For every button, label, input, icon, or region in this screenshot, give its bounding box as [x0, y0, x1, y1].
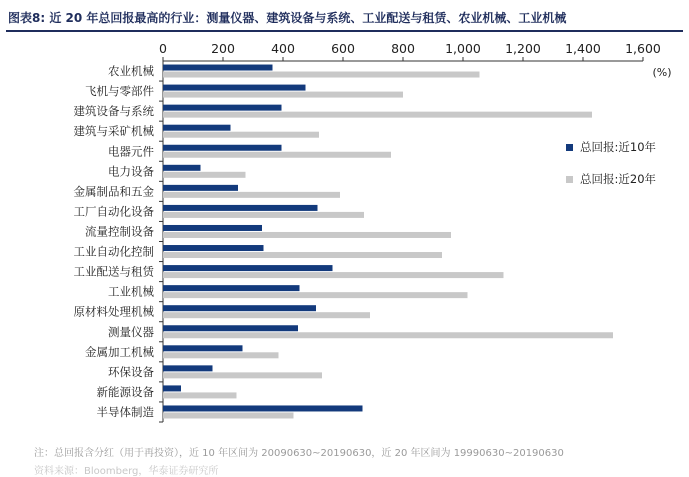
legend-label: 总回报:近10年 [580, 140, 657, 154]
source-note: 资料来源：Bloomberg，华泰证券研究所 [34, 466, 219, 477]
x-tick-label: 600 [331, 41, 355, 56]
bar-20yr [163, 392, 237, 398]
unit-label: (%) [652, 66, 672, 79]
legend-swatch [566, 176, 573, 183]
category-label: 建筑设备与系统 [73, 104, 154, 119]
x-tick-label: 1,200 [505, 41, 541, 56]
x-tick-label: 1,400 [565, 41, 601, 56]
bar-20yr [163, 132, 319, 138]
x-tick-label: 1,600 [625, 41, 661, 56]
bar-20yr [163, 312, 370, 318]
bar-20yr [163, 92, 403, 98]
bar-20yr [163, 332, 613, 338]
category-label: 新能源设备 [96, 384, 154, 399]
category-label: 电力设备 [108, 164, 154, 179]
bar-20yr [163, 72, 480, 78]
bar-20yr [163, 172, 246, 178]
x-tick-label: 0 [159, 41, 167, 56]
category-label: 建筑与采矿机械 [73, 124, 154, 139]
bar-20yr [163, 112, 592, 118]
category-label: 工业机械 [108, 284, 154, 299]
bar-10yr [163, 205, 318, 211]
category-label: 半导体制造 [96, 404, 154, 419]
bar-20yr [163, 272, 504, 278]
category-label: 工厂自动化设备 [73, 204, 154, 219]
bar-20yr [163, 292, 468, 298]
bar-10yr [163, 365, 213, 371]
bar-20yr [163, 232, 451, 238]
bar-10yr [163, 385, 181, 391]
category-label: 流量控制设备 [85, 224, 154, 239]
bar-10yr [163, 105, 282, 111]
category-label: 工业自动化控制 [73, 244, 154, 259]
category-label: 金属加工机械 [85, 344, 154, 359]
legend-label: 总回报:近20年 [580, 172, 657, 186]
category-label: 工业配送与租赁 [73, 264, 154, 279]
bar-20yr [163, 352, 279, 358]
bar-10yr [163, 325, 298, 331]
bar-10yr [163, 405, 363, 411]
bar-10yr [163, 305, 316, 311]
bar-10yr [163, 165, 201, 171]
category-label: 原材料处理机械 [73, 304, 154, 319]
bar-10yr [163, 85, 306, 91]
bar-20yr [163, 152, 391, 158]
bar-20yr [163, 192, 340, 198]
bar-10yr [163, 185, 238, 191]
legend-swatch [566, 144, 573, 151]
chart-note: 注：总回报含分红（用于再投资），近 10 年区间为 20090630~20190630，近 20 年区间为 19990630~20190630 [34, 448, 564, 459]
bar-10yr [163, 265, 333, 271]
bar-20yr [163, 252, 442, 258]
bar-20yr [163, 372, 322, 378]
bar-20yr [163, 212, 364, 218]
bar-10yr [163, 345, 243, 351]
bar-10yr [163, 225, 262, 231]
category-label: 农业机械 [108, 64, 154, 79]
category-label: 金属制品和五金 [73, 184, 154, 199]
chart-title: 图表8: 近 20 年总回报最高的行业：测量仪器、建筑设备与系统、工业配送与租赁、农业机械、工业机械 [8, 11, 567, 25]
bar-10yr [163, 145, 282, 151]
x-tick-label: 800 [391, 41, 415, 56]
bar-10yr [163, 245, 264, 251]
bar-10yr [163, 285, 300, 291]
category-label: 测量仪器 [108, 324, 154, 339]
bar-10yr [163, 125, 231, 131]
category-label: 电器元件 [108, 144, 154, 159]
bar-20yr [163, 412, 294, 418]
category-label: 飞机与零部件 [85, 84, 154, 99]
x-tick-label: 200 [211, 41, 235, 56]
bar-10yr [163, 65, 273, 71]
x-tick-label: 400 [271, 41, 295, 56]
x-tick-label: 1,000 [445, 41, 481, 56]
category-label: 环保设备 [108, 364, 154, 379]
